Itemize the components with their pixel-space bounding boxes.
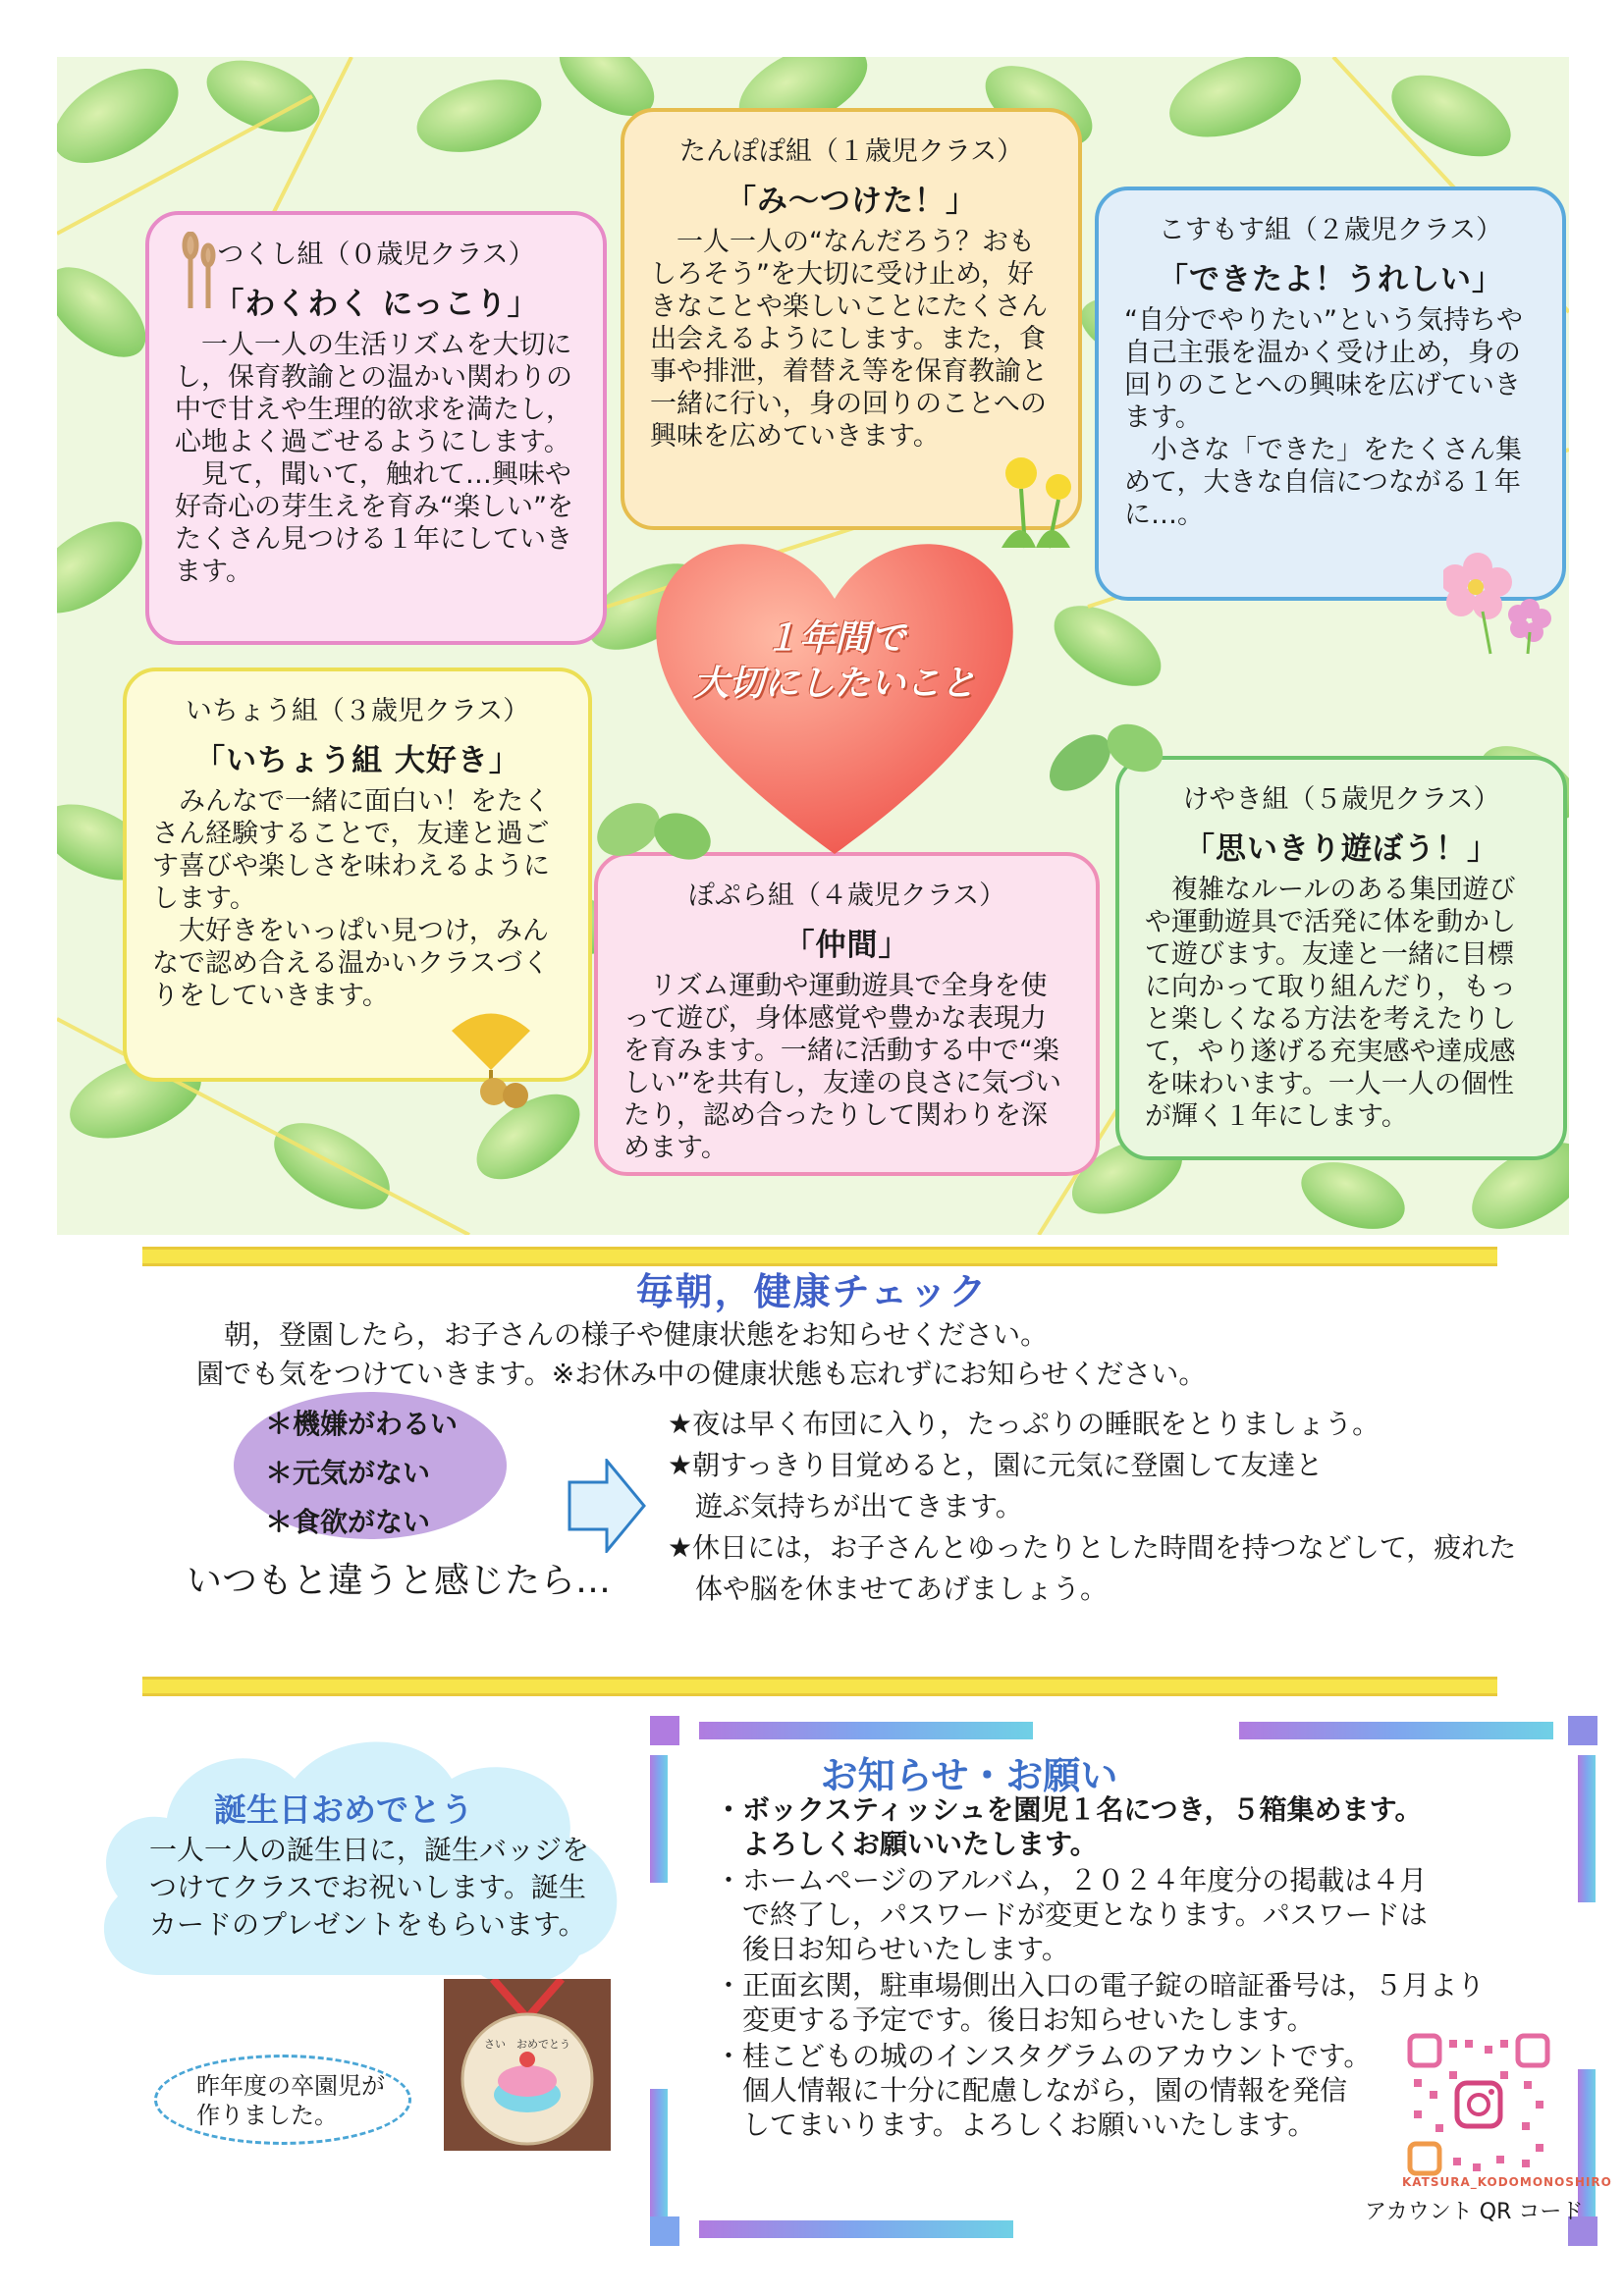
birthday-body: 一人一人の誕生日に，誕生バッジをつけてクラスでお祝いします。誕生カードのプレゼントをもらいます。 bbox=[149, 1834, 590, 1941]
qr-code-icon[interactable] bbox=[1406, 2032, 1551, 2177]
horsetail-icon bbox=[179, 232, 218, 310]
notice-item: ・桂こどもの城のインスタグラムのアカウントです。 個人情報に十分に配慮しながら，園の情報を発信 してまいります。よろしくお願いいたします。 bbox=[715, 2040, 1372, 2141]
card-popura bbox=[594, 852, 1100, 1176]
class-body: “自分でやりたい”という気持ちや自己主張を温かく受け止め，身の回りのことへの興味を広げていきます。 小さな「できた」をたくさん集めて，大きな自信につながる１年に…。 bbox=[1124, 305, 1523, 530]
usual-caption: いつもと違うと感じたら… bbox=[187, 1561, 612, 1601]
bubble-text: 昨年度の卒園児が 作りました。 bbox=[196, 2072, 385, 2129]
class-motto: 「仲間」 bbox=[784, 928, 910, 963]
heart-line-1: １年間で bbox=[763, 618, 905, 659]
health-intro: 朝，登園したら，お子さんの様子や健康状態をお知らせください。 園でも気をつけていきます。※お休み中の健康状態も忘れずにお知らせください。 bbox=[196, 1318, 1207, 1390]
class-name: つくし組（０歳児クラス） bbox=[217, 240, 535, 270]
qr-account-label: KATSURA_KODOMONOSHIRO bbox=[1402, 2175, 1612, 2189]
class-body: 一人一人の“なんだろう？おもしろそう”を大切に受け止め，好きなことや楽しいことにたくさん出会えるようにします。また，食事や排泄，着替え等を保育教諭と一緒に行い，身の回りのことへの興味を広めていきます。 bbox=[650, 227, 1048, 452]
heart-caption bbox=[640, 616, 1029, 707]
class-name: たんぽぽ組（１歳児クラス） bbox=[678, 136, 1024, 167]
class-body: 一人一人の生活リズムを大切にし，保育教諭との温かい関わりの中で甘えや生理的欲求を満たし，心地よく過ごせるようにします。 見て，聞いて，触れて…興味や好奇心の芽生えを育み“楽しい”をたくさん見つける１年にしていきます。 bbox=[175, 330, 573, 587]
card-kosumosu bbox=[1095, 187, 1566, 601]
cosmos-flower-icon bbox=[1443, 548, 1551, 656]
badge-text: さい おめでとう bbox=[484, 2038, 570, 2051]
class-name: けやき組（５歳児クラス） bbox=[1182, 784, 1500, 815]
health-tips bbox=[668, 1404, 1551, 1610]
tip-item: ★朝すっきり目覚めると，園に元気に登園して友達と 遊ぶ気持ちが出てきます。 bbox=[668, 1449, 1324, 1522]
class-motto: 「思いきり遊ぼう！」 bbox=[1184, 831, 1498, 867]
heart-line-2: 大切にしたいこと bbox=[692, 664, 976, 704]
health-title: 毎朝，健康チェック bbox=[635, 1270, 989, 1313]
qr-caption: アカウント QR コード bbox=[1365, 2200, 1584, 2224]
leaf-icon bbox=[1041, 709, 1168, 797]
notice-item: ・正面玄関，駐車場側出入口の電子錠の暗証番号は，５月より 変更する予定です。後日お知らせいたします。 bbox=[715, 1969, 1486, 2036]
symptom-list bbox=[265, 1400, 458, 1547]
class-body: みんなで一緒に面白い！をたくさん経験することで，友達と過ごす喜びや楽しさを味わえるようにします。 大好きをいっぱい見つけ，みんなで認め合える温かいクラスづくりをしていきます。 bbox=[152, 786, 550, 1011]
notice-item: ・ホームページのアルバム，２０２４年度分の掲載は４月 で終了し，パスワードが変更となります。パスワードは 後日お知らせいたします。 bbox=[715, 1864, 1428, 1965]
class-motto: 「わくわく にっこり」 bbox=[213, 287, 539, 322]
divider-band bbox=[142, 1677, 1497, 1696]
class-name: こすもす組（２歳児クラス） bbox=[1158, 215, 1503, 245]
class-body: リズム運動や運動遊具で全身を使って遊び，身体感覚や豊かな表現力を育みます。一緒に活動する中で“楽しい”を共有し，友達の良さに気づいたり，認め合ったりして関わりを深めます。 bbox=[623, 971, 1061, 1163]
birthday-badge-image bbox=[444, 1979, 611, 2151]
notice-item: ・ボックスティッシュを園児１名につき，５箱集めます。 よろしくお願いいたします。 bbox=[715, 1793, 1423, 1860]
tip-item: ★休日には，お子さんとゆったりとした時間を持つなどして，疲れた 体や脳を休ませてあげましょう。 bbox=[668, 1531, 1517, 1605]
class-name: いちょう組（３歳児クラス） bbox=[185, 696, 530, 726]
ginkgo-leaf-icon bbox=[437, 1001, 545, 1109]
card-keyaki bbox=[1115, 756, 1567, 1160]
symptom-item: ＊機嫌がわるい bbox=[265, 1408, 459, 1440]
class-body: 複雑なルールのある集団遊びや運動遊具で活発に体を動かして遊びます。友達と一緒に目標に向かって取り組んだり，もっと楽しくなる方法を考えたりして，やり遂げる充実感や達成感を味わいます。一人一人の個性が輝く１年にします。 bbox=[1145, 875, 1516, 1132]
notice-title: お知らせ・お願い bbox=[820, 1754, 1118, 1797]
tip-item: ★夜は早く布団に入り，たっぷりの睡眠をとりましょう。 bbox=[668, 1408, 1380, 1440]
class-motto: 「み～つけた！」 bbox=[726, 184, 977, 219]
symptom-item: ＊元気がない bbox=[265, 1457, 431, 1489]
symptom-item: ＊食欲がない bbox=[265, 1506, 431, 1538]
center-heart bbox=[640, 510, 1029, 864]
class-name: ぽぷら組（４歳児クラス） bbox=[687, 881, 1006, 911]
class-motto: 「できたよ！うれしい」 bbox=[1158, 262, 1503, 297]
class-motto: 「いちょう組 大好き」 bbox=[194, 743, 520, 778]
birthday-title: 誕生日おめでとう bbox=[214, 1790, 473, 1829]
arrow-right-icon bbox=[568, 1459, 646, 1553]
